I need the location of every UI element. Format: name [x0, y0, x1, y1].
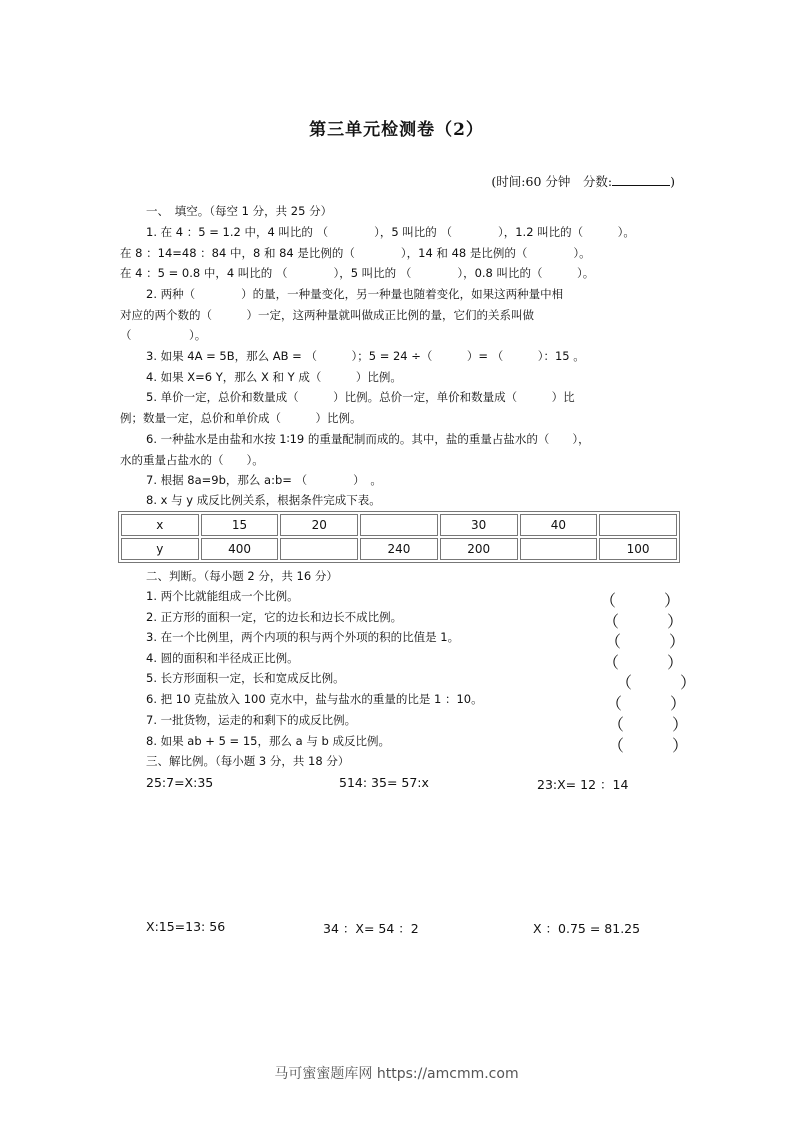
- fill-line: 水的重量占盐水的（ ）。: [120, 453, 264, 467]
- table-cell: 200: [440, 538, 518, 560]
- page-title: 第三单元检测卷（2）: [309, 120, 484, 140]
- time-score-line: [491, 172, 675, 190]
- time-close: ): [670, 174, 675, 189]
- table-row-y: [121, 538, 677, 560]
- fill-line: 6. 一种盐水是由盐和水按 1∶19 的重量配制而成的。其中，盐的重量占盐水的（ ），: [146, 432, 590, 446]
- fill-line: 4. 如果 X=6 Y，那么 X 和 Y 成（ ）比例。: [146, 370, 402, 384]
- table-cell: y: [121, 538, 199, 560]
- xy-table: [118, 511, 680, 563]
- fill-line: 7. 根据 8a=9b，那么 a:b= （ ） 。: [146, 473, 382, 487]
- section1-heading: 一、 填空。（每空 1 分，共 25 分）: [146, 204, 333, 218]
- proportion-equation: 34 ：X= 54 ：2: [323, 921, 419, 936]
- fill-line: 在 4 ：5 = 0.8 中，4 叫比的 （ ），5 叫比的 （ ），0.8 叫比的（ ）。: [120, 266, 595, 280]
- proportion-equation: 25:7=X:35: [146, 775, 214, 790]
- fill-line: 1. 在 4 ：5 = 1.2 中，4 叫比的 （ ），5 叫比的 （ ），1.2 叫比的（ ）。: [146, 225, 635, 239]
- judge-answer-box[interactable]: （ ）: [600, 591, 681, 610]
- judge-item: 3. 在一个比例里，两个内项的积与两个外项的积的比值是 1。: [146, 630, 460, 644]
- time-label: (时间:60 分钟 分数:: [491, 174, 613, 189]
- table-row-x: [121, 514, 677, 536]
- proportion-equation: 23:X= 12 ：14: [537, 777, 629, 792]
- judge-answer-box[interactable]: （ ）: [603, 612, 684, 631]
- table-cell: 40: [520, 514, 598, 536]
- table-cell-blank[interactable]: [280, 538, 358, 560]
- table-cell: 240: [360, 538, 438, 560]
- fill-line: 3. 如果 4A = 5B，那么 AB = （ ）；5 = 24 ÷（ ）= （ ）：15 。: [146, 349, 585, 363]
- fill-line: 例；数量一定，总价和单价成（ ）比例。: [120, 411, 362, 425]
- judge-item: 4. 圆的面积和半径成正比例。: [146, 651, 299, 665]
- judge-item: 2. 正方形的面积一定，它的边长和边长不成比例。: [146, 610, 403, 624]
- fill-line: 5. 单价一定，总价和数量成（ ）比例。总价一定，单价和数量成（ ）比: [146, 390, 575, 404]
- proportion-equation: X:15=13: 56: [146, 919, 226, 934]
- judge-answer-box[interactable]: （ ）: [608, 715, 689, 734]
- table-cell: x: [121, 514, 199, 536]
- table-cell-blank[interactable]: [599, 514, 677, 536]
- fill-line: 在 8 ：14=48 ：84 中，8 和 84 是比例的（ ），14 和 48 是比例的（ ）。: [120, 246, 591, 260]
- proportion-equation: 514: 35= 57:x: [339, 775, 429, 790]
- judge-answer-box[interactable]: （ ）: [606, 694, 687, 713]
- table-cell-blank[interactable]: [520, 538, 598, 560]
- judge-item: 7. 一批货物，运走的和剩下的成反比例。: [146, 713, 357, 727]
- table-cell: 100: [599, 538, 677, 560]
- judge-item: 1. 两个比就能组成一个比例。: [146, 589, 299, 603]
- fill-line: 2. 两种（ ）的量，一种量变化，另一种量也随着变化，如果这两种量中相: [146, 287, 564, 301]
- judge-answer-box[interactable]: （ ）: [616, 673, 697, 692]
- judge-item: 5. 长方形面积一定，长和宽成反比例。: [146, 671, 345, 685]
- judge-item: 6. 把 10 克盐放入 100 克水中，盐与盐水的重量的比是 1 ：10。: [146, 692, 483, 706]
- table-cell-blank[interactable]: [360, 514, 438, 536]
- section3-heading: 三、解比例。（每小题 3 分，共 18 分）: [146, 754, 350, 768]
- table-cell: 20: [280, 514, 358, 536]
- judge-answer-box[interactable]: （ ）: [605, 632, 686, 651]
- table-cell: 30: [440, 514, 518, 536]
- section2-heading: 二、判断。（每小题 2 分，共 16 分）: [146, 569, 338, 583]
- score-blank[interactable]: [612, 173, 670, 186]
- judge-answer-box[interactable]: （ ）: [608, 736, 689, 755]
- judge-item: 8. 如果 ab + 5 = 15，那么 a 与 b 成反比例。: [146, 734, 390, 748]
- proportion-equation: X ：0.75 = 81.25: [533, 921, 641, 936]
- table-cell: 400: [201, 538, 279, 560]
- fill-line: 对应的两个数的（ ）一定，这两种量就叫做成正比例的量，它们的关系叫做: [120, 308, 534, 322]
- fill-line: 8. x 与 y 成反比例关系，根据条件完成下表。: [146, 493, 381, 507]
- fill-line: （ ）。: [120, 328, 207, 342]
- footer-watermark: 马可蜜蜜题库网 https://amcmm.com: [274, 1066, 519, 1082]
- table-cell: 15: [201, 514, 279, 536]
- judge-answer-box[interactable]: （ ）: [603, 653, 684, 672]
